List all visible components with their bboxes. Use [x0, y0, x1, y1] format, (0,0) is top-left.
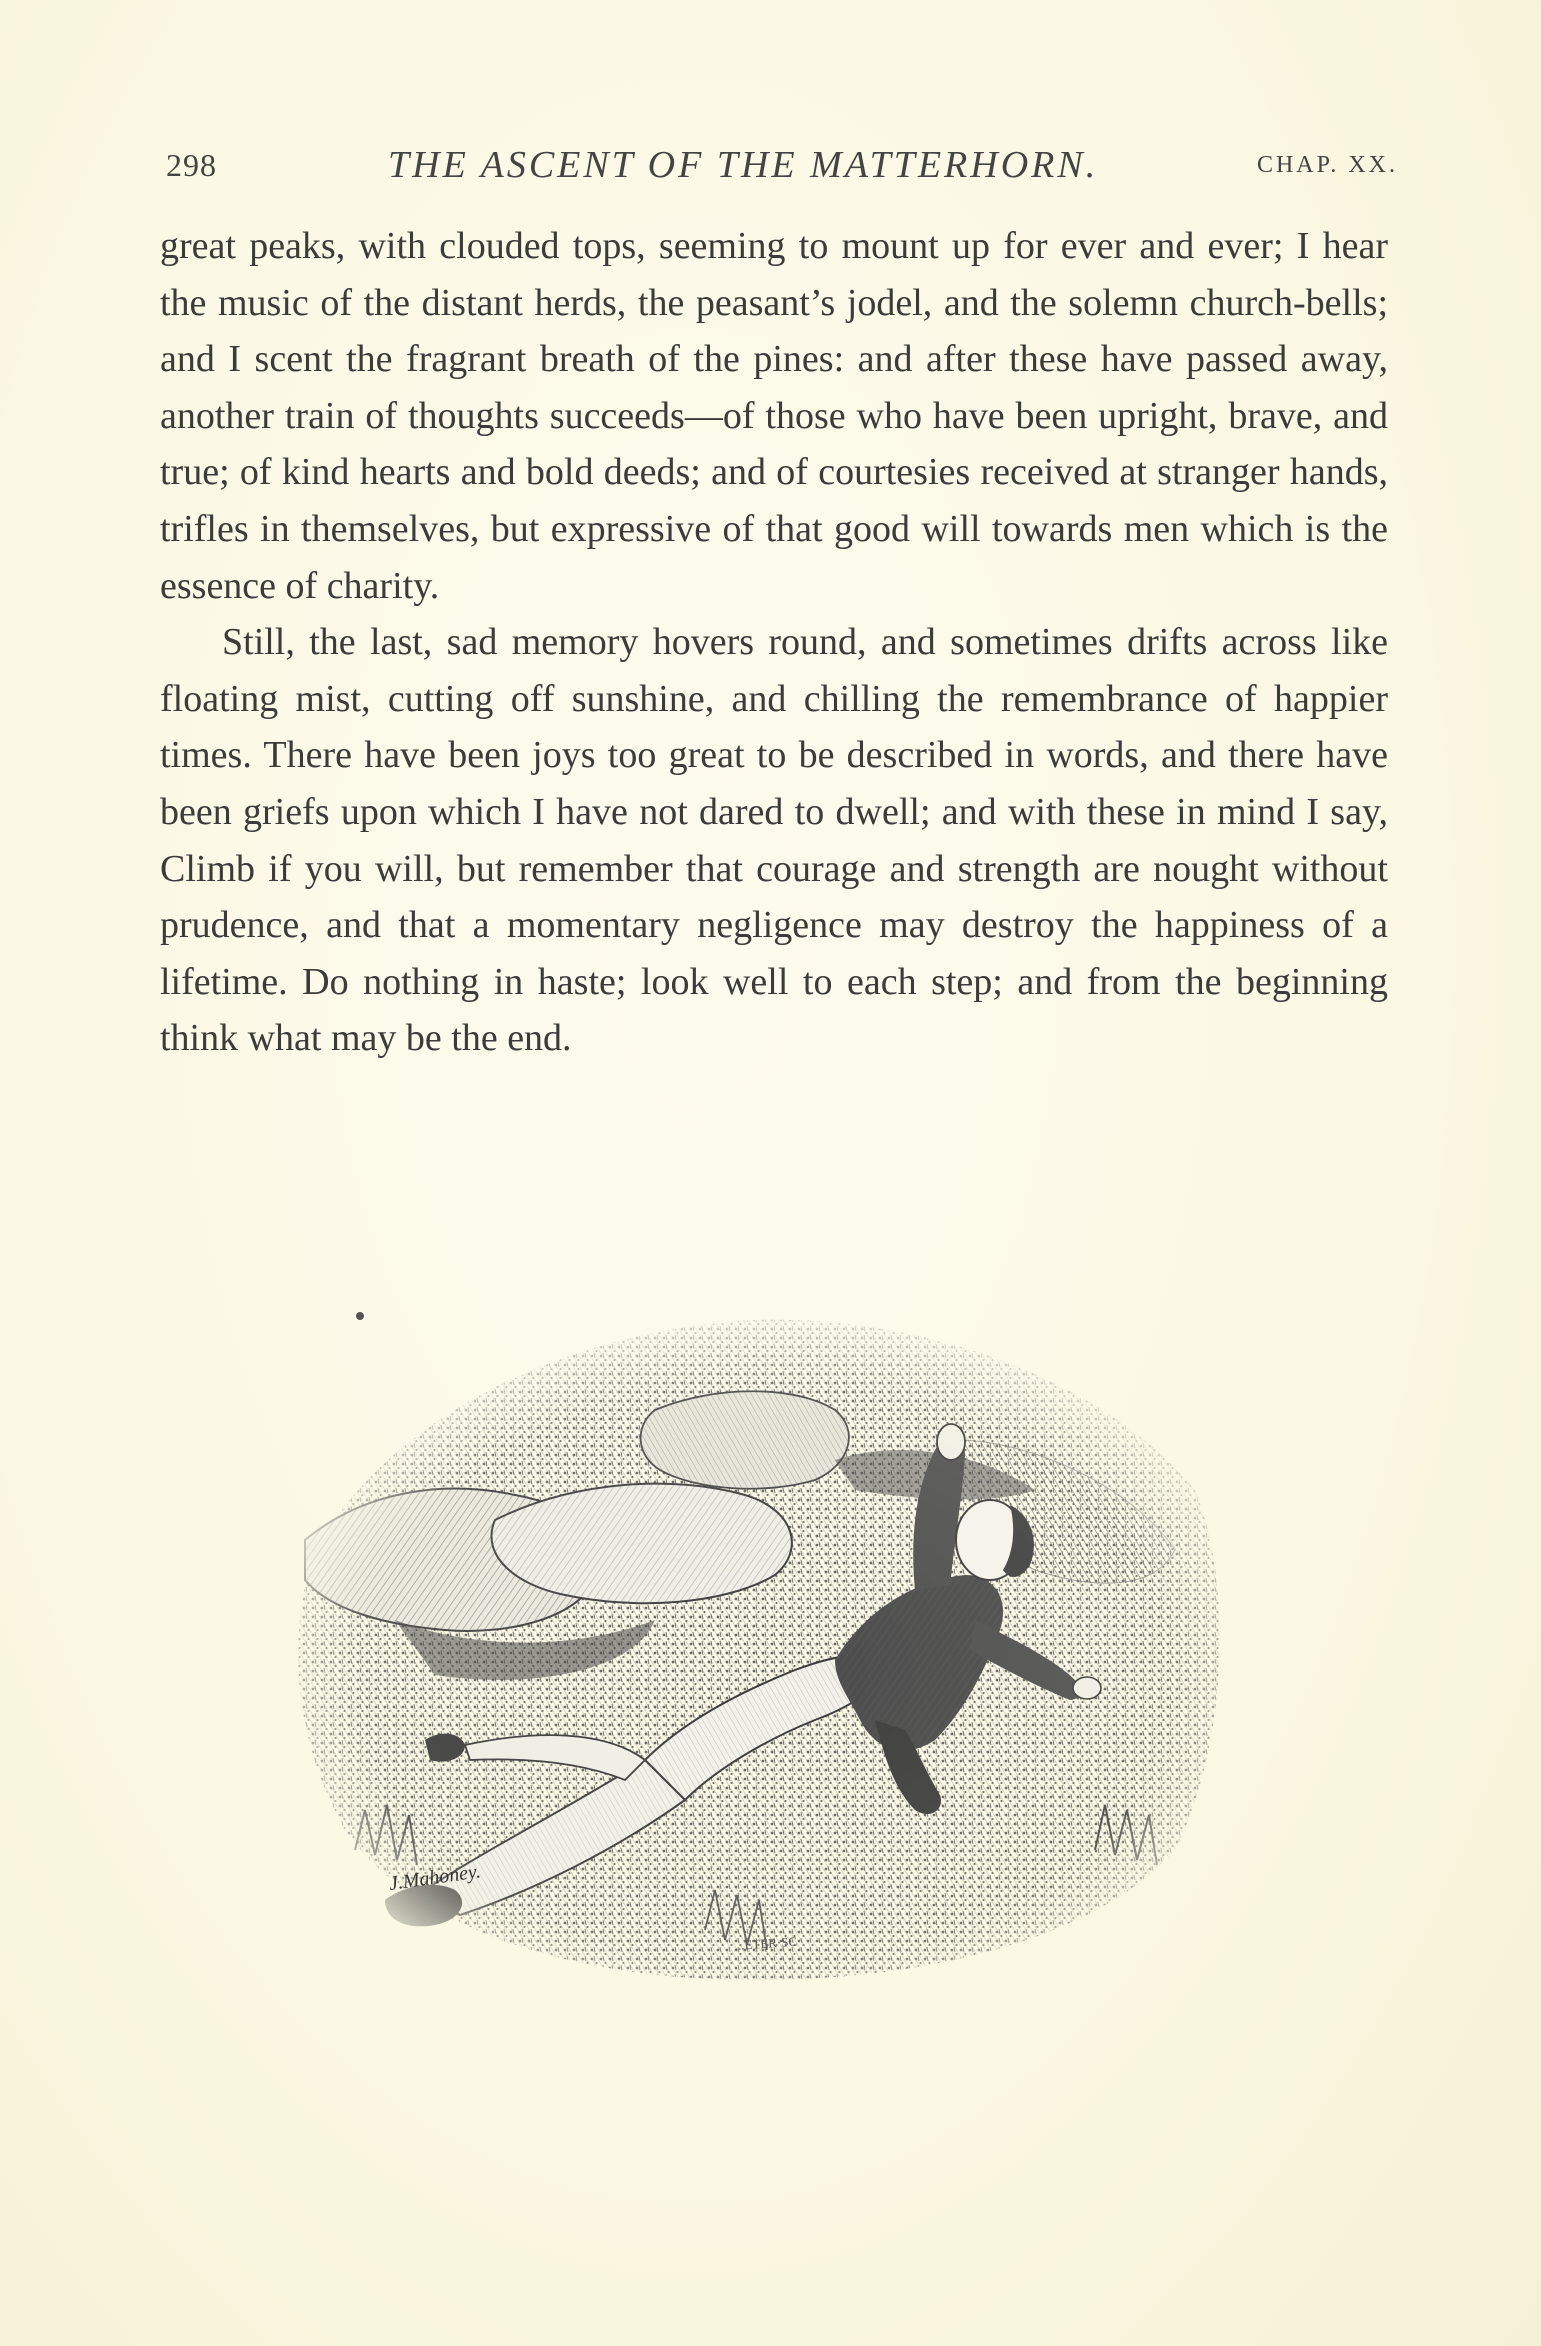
figure-hand-raised — [937, 1424, 965, 1460]
chapter-label: CHAP. XX. — [1256, 152, 1398, 178]
page-number: 298 — [166, 147, 217, 183]
engraver-mark: ...ETER·SC — [734, 1933, 798, 1953]
body-text — [160, 218, 1388, 1067]
figure-hand-outstretched — [1073, 1677, 1101, 1699]
engraving-svg — [275, 1290, 1255, 1990]
running-header — [158, 140, 1398, 190]
artist-signature: J.Mahoney. — [387, 1860, 482, 1895]
paragraph-1: great peaks, with clouded tops, seeming to mount up for ever and ever; I hear the music of the distant herds, the peasant’s jodel, and the solemn church-bells; and I scent the fragrant breath of the pines: and after these have passed away, another train of thoughts succeeds—of those who have been upright, brave, and true; of kind hearts and bold deeds; and of courtesies received at stranger hands, trifles in themselves, but expressive of that good will towards men which is the essence of charity. — [160, 225, 1388, 607]
paragraph-2: Still, the last, sad memory hovers round, and sometimes drifts across like floating mist, cutting off sunshine, and chilling the remembrance of happier times. There have been joys too great to be described in words, and there have been griefs upon which I have not dared to dwell; and with these in mind I say, Climb if you will, but remember that courage and strength are nought without prudence, and that a momentary negligence may destroy the happiness of a lifetime. Do nothing in haste; look well to each step; and from the beginning think what may be the end. — [160, 621, 1388, 1060]
engraving-reclining-climber — [275, 1290, 1255, 1990]
running-title: THE ASCENT OF THE MATTERHORN. — [388, 144, 1099, 186]
